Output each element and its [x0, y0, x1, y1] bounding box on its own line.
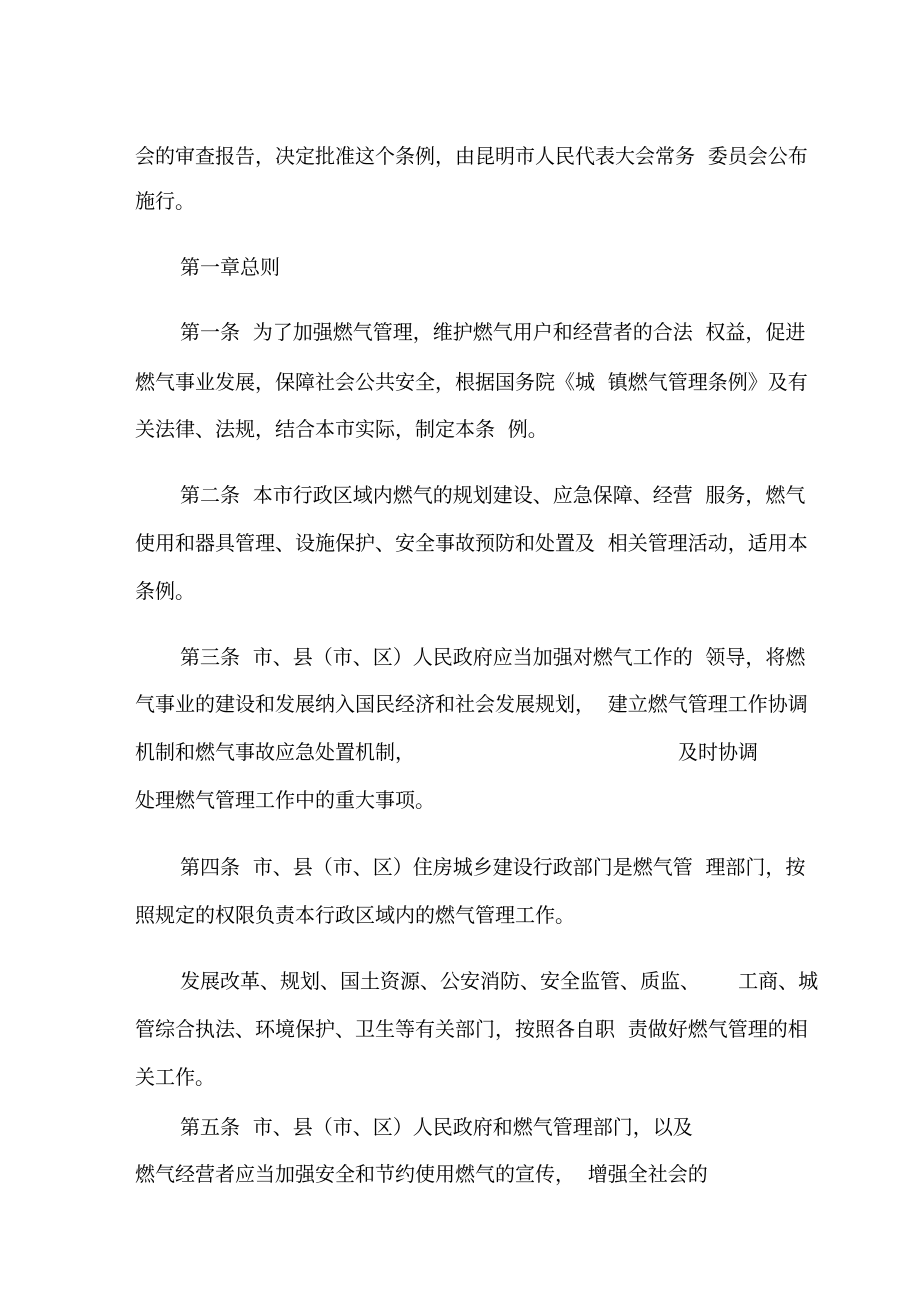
chapter-heading: 第一章总则: [180, 255, 280, 279]
text-line: 第四条 市、县（市、区）住房城乡建设行政部门是燃气管 理部门，按: [180, 855, 806, 879]
text-line: 及时协调: [678, 740, 758, 764]
text-line: 第二条 本市行政区域内燃气的规划建设、应急保障、经营 服务，燃气: [180, 483, 806, 507]
text-line: 条例。: [135, 579, 195, 603]
text-line: 第五条 市、县（市、区）人民政府和燃气管理部门，以及: [180, 1115, 693, 1139]
text-line: 第一条 为了加强燃气管理，维护燃气用户和经营者的合法 权益，促进: [180, 320, 806, 344]
text-line: 施行。: [135, 189, 195, 213]
text-line: 照规定的权限负责本行政区域内的燃气管理工作。: [135, 903, 575, 927]
text-line: 处理燃气管理工作中的重大事项。: [135, 788, 435, 812]
text-line: 管综合执法、环境保护、卫生等有关部门，按照各自职 责做好燃气管理的相: [135, 1017, 808, 1041]
text-line: 关工作。: [135, 1065, 215, 1089]
text-line: 会的审查报告，决定批准这个条例，由昆明市人民代表大会常务 委员会公布: [135, 144, 808, 168]
text-line: 发展改革、规划、国土资源、公安消防、安全监管、质监、 工商、城: [180, 969, 819, 993]
text-line: 机制和燃气事故应急处置机制，: [135, 740, 415, 764]
text-line: 气事业的建设和发展纳入国民经济和社会发展规划， 建立燃气管理工作协调: [135, 692, 808, 716]
text-line: 第三条 市、县（市、区）人民政府应当加强对燃气工作的 领导，将燃: [180, 645, 806, 669]
text-line: 使用和器具管理、设施保护、安全事故预防和处置及 相关管理活动，适用本: [135, 531, 808, 555]
text-line: 关法律、法规，结合本市实际，制定本条 例。: [135, 417, 548, 441]
text-line: 燃气经营者应当加强安全和节约使用燃气的宣传， 增强全社会的: [135, 1162, 708, 1186]
text-line: 燃气事业发展，保障社会公共安全，根据国务院《城 镇燃气管理条例》及有: [135, 370, 808, 394]
